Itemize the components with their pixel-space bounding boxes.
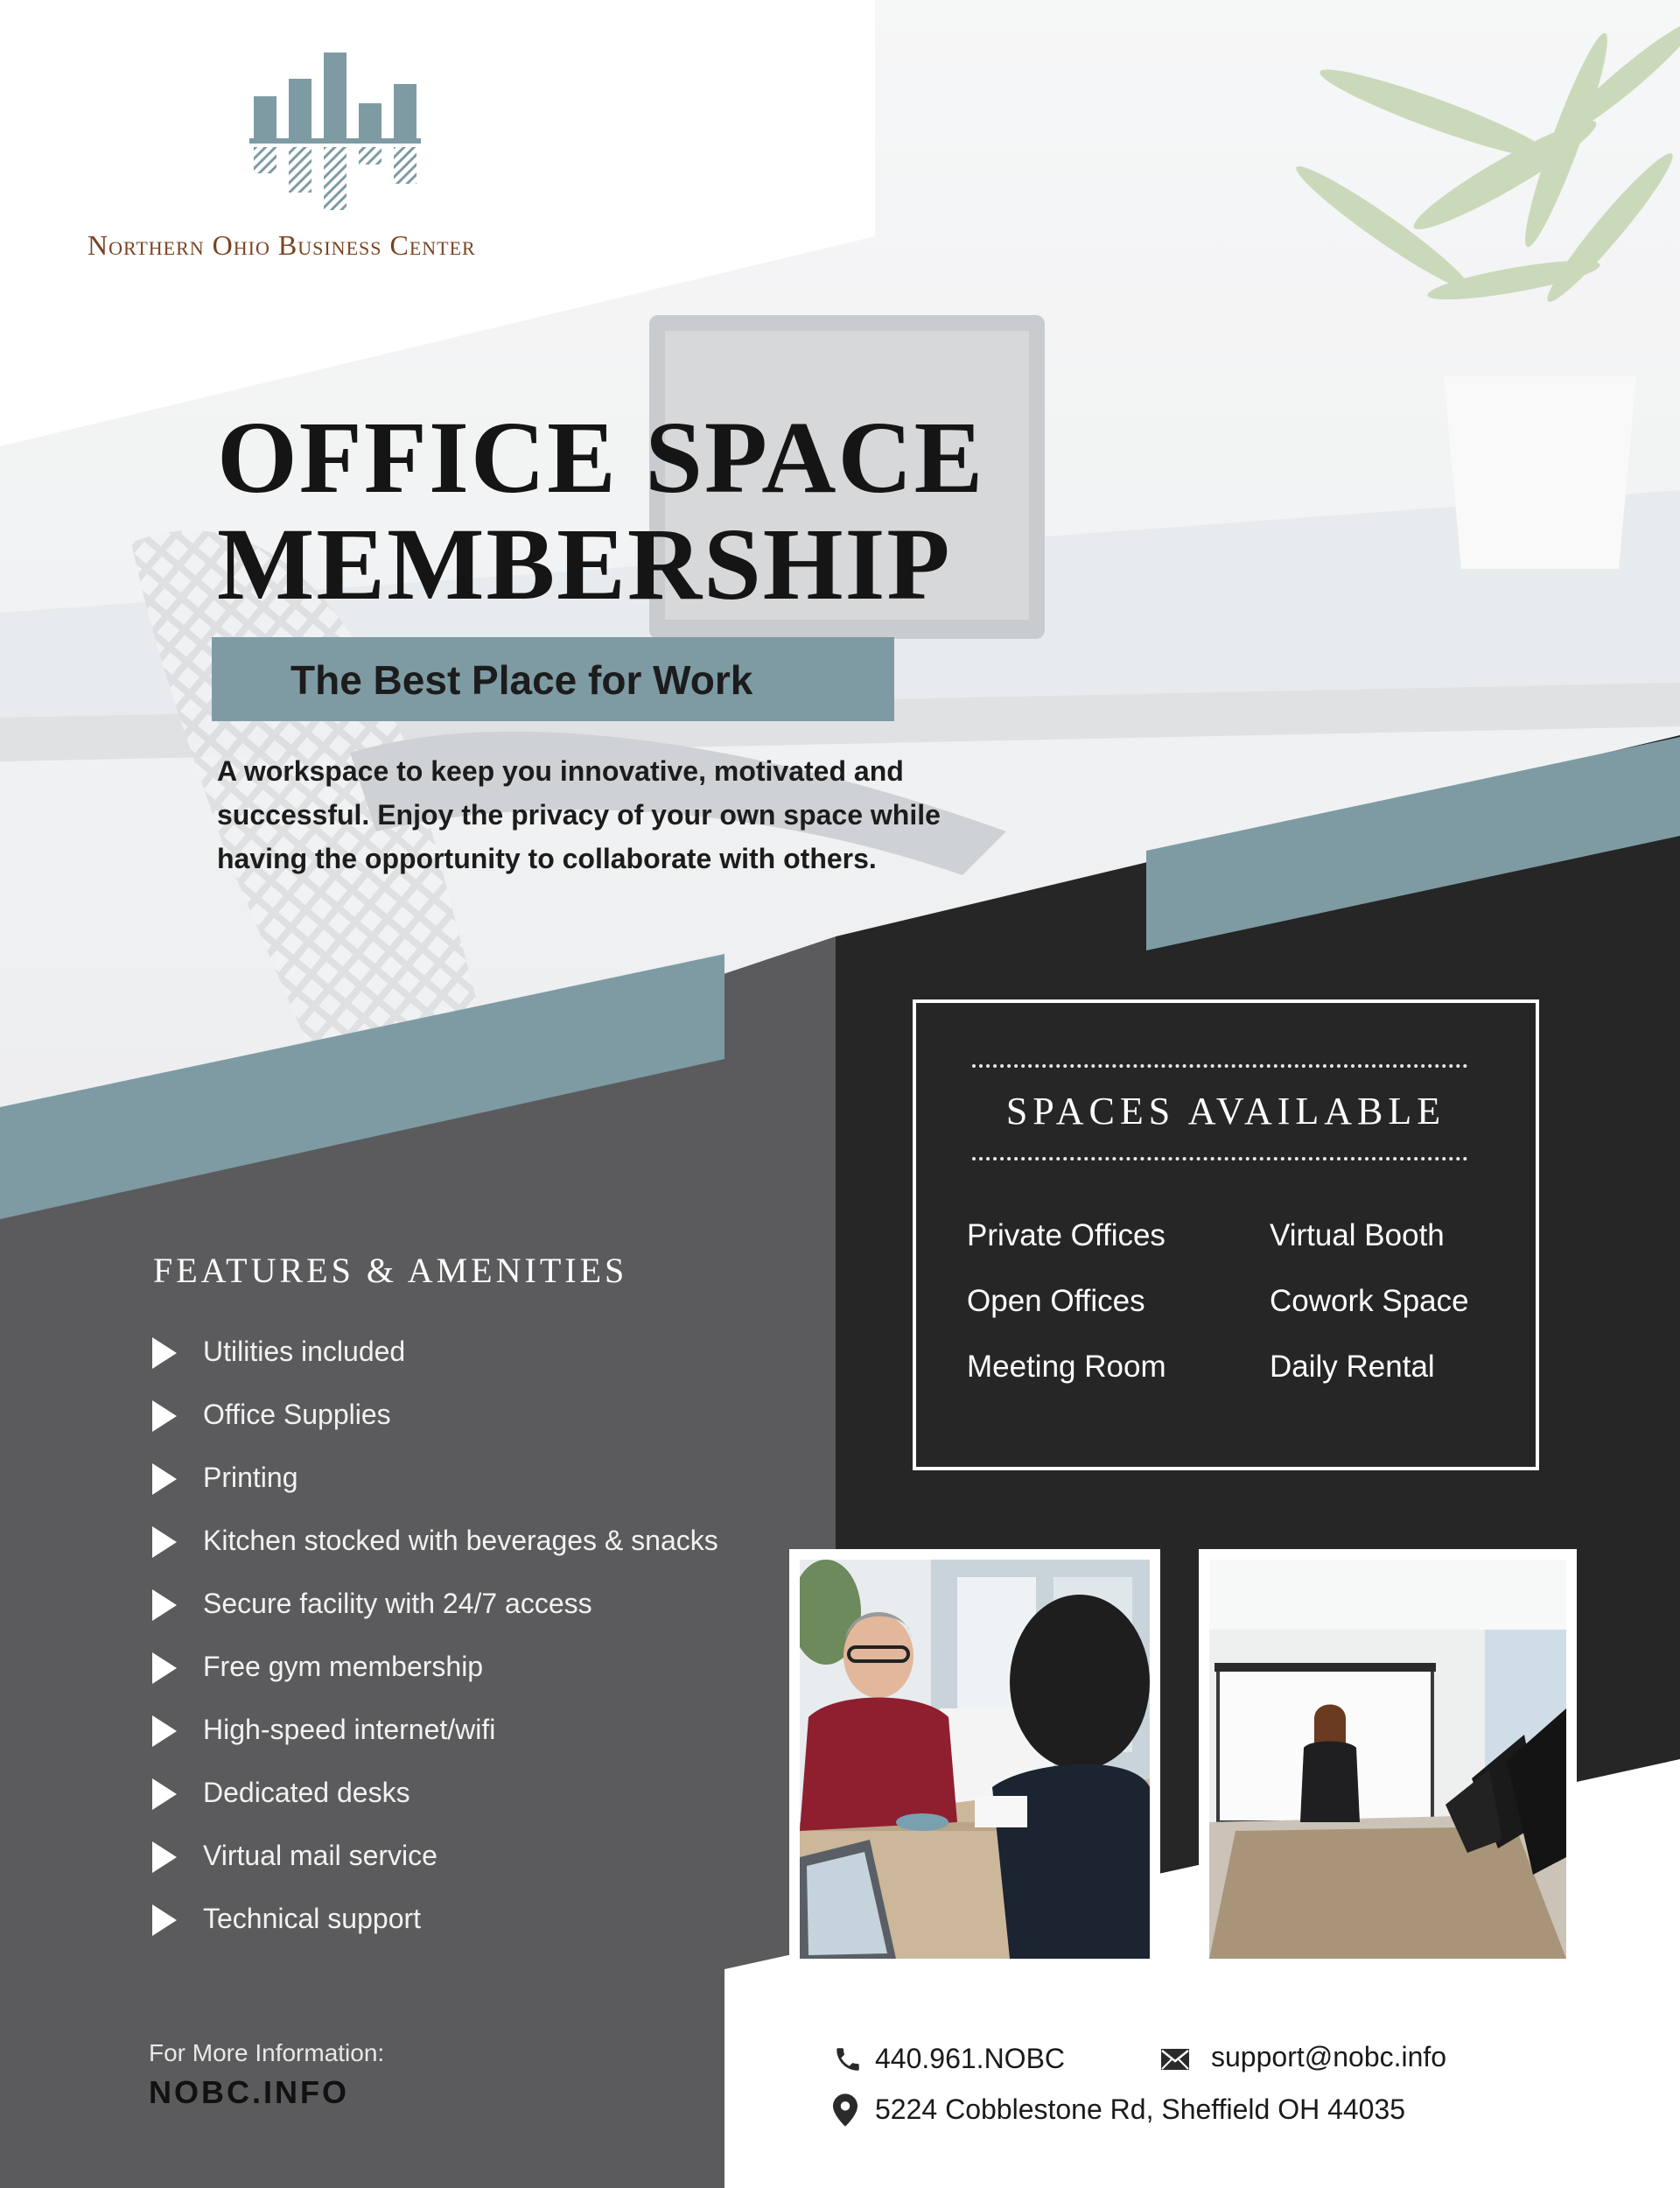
- phone-number[interactable]: 440.961.NOBC: [875, 2043, 1066, 2074]
- feature-label: Free gym membership: [203, 1651, 484, 1682]
- dotted-divider-bottom: [972, 1157, 1467, 1161]
- list-item: [149, 1332, 814, 1395]
- triangle-bullet-icon: [152, 1589, 177, 1621]
- triangle-bullet-icon: [152, 1652, 177, 1684]
- dotted-divider-top: [972, 1064, 1467, 1068]
- space-item: Meeting Room: [967, 1350, 1166, 1384]
- triangle-bullet-icon: [152, 1778, 177, 1810]
- spaces-available-box: [913, 999, 1539, 1470]
- website-link[interactable]: NOBC.INFO: [149, 2074, 349, 2110]
- tagline-bar: [212, 637, 894, 721]
- intro-paragraph: A workspace to keep you innovative, motivated and successful. Enjoy the privacy of your own space while having the opportunity to collaborate with others.: [217, 755, 941, 874]
- photo-meeting: [800, 1560, 1150, 1959]
- feature-label: Printing: [203, 1462, 298, 1493]
- location-pin-icon: [833, 2093, 858, 2127]
- feature-label: Technical support: [203, 1903, 422, 1934]
- feature-label: Dedicated desks: [203, 1777, 410, 1808]
- list-item: [149, 1521, 814, 1584]
- spaces-title: SPACES AVAILABLE: [1005, 1090, 1446, 1133]
- street-address: 5224 Cobblestone Rd, Sheffield OH 44035: [875, 2093, 1406, 2125]
- list-item: [149, 1458, 814, 1521]
- photo-conference-room: [1209, 1560, 1566, 1959]
- tagline: The Best Place for Work: [290, 657, 753, 703]
- feature-label: Virtual mail service: [203, 1840, 438, 1871]
- triangle-bullet-icon: [152, 1715, 177, 1747]
- space-item: Daily Rental: [1270, 1350, 1435, 1384]
- list-item: [149, 1647, 814, 1710]
- list-item: [149, 1773, 814, 1836]
- feature-label: Kitchen stocked with beverages & snacks: [203, 1525, 718, 1556]
- headline-line-1: OFFICE SPACE: [217, 400, 985, 515]
- features-list: [149, 1332, 814, 1962]
- feature-label: Office Supplies: [203, 1399, 391, 1430]
- feature-label: Secure facility with 24/7 access: [203, 1588, 592, 1619]
- list-item: [149, 1836, 814, 1899]
- photo-conference-frame: [1199, 1549, 1577, 1969]
- triangle-bullet-icon: [152, 1904, 177, 1936]
- triangle-bullet-icon: [152, 1841, 177, 1873]
- space-item: Private Offices: [967, 1218, 1166, 1252]
- phone-icon: [833, 2044, 863, 2074]
- headline: [217, 400, 985, 621]
- list-item: [149, 1584, 814, 1647]
- company-name: Northern Ohio Business Center: [88, 229, 476, 261]
- triangle-bullet-icon: [152, 1337, 177, 1369]
- list-item: [149, 1710, 814, 1773]
- features-title: FEATURES & AMENITIES: [153, 1251, 628, 1290]
- more-info-label: For More Information:: [149, 2039, 385, 2066]
- triangle-bullet-icon: [152, 1463, 177, 1495]
- headline-line-2: MEMBERSHIP: [217, 507, 952, 621]
- list-item: [149, 1899, 814, 1962]
- triangle-bullet-icon: [152, 1526, 177, 1558]
- email-address[interactable]: support@nobc.info: [1211, 2041, 1447, 2072]
- space-item: Cowork Space: [1270, 1284, 1469, 1318]
- list-item: [149, 1395, 814, 1458]
- triangle-bullet-icon: [152, 1400, 177, 1432]
- photo-meeting-frame: [789, 1549, 1160, 1969]
- space-item: Virtual Booth: [1270, 1218, 1445, 1252]
- mail-icon: [1160, 2048, 1190, 2072]
- feature-label: Utilities included: [203, 1336, 406, 1367]
- space-item: Open Offices: [967, 1284, 1145, 1318]
- feature-label: High-speed internet/wifi: [203, 1714, 496, 1745]
